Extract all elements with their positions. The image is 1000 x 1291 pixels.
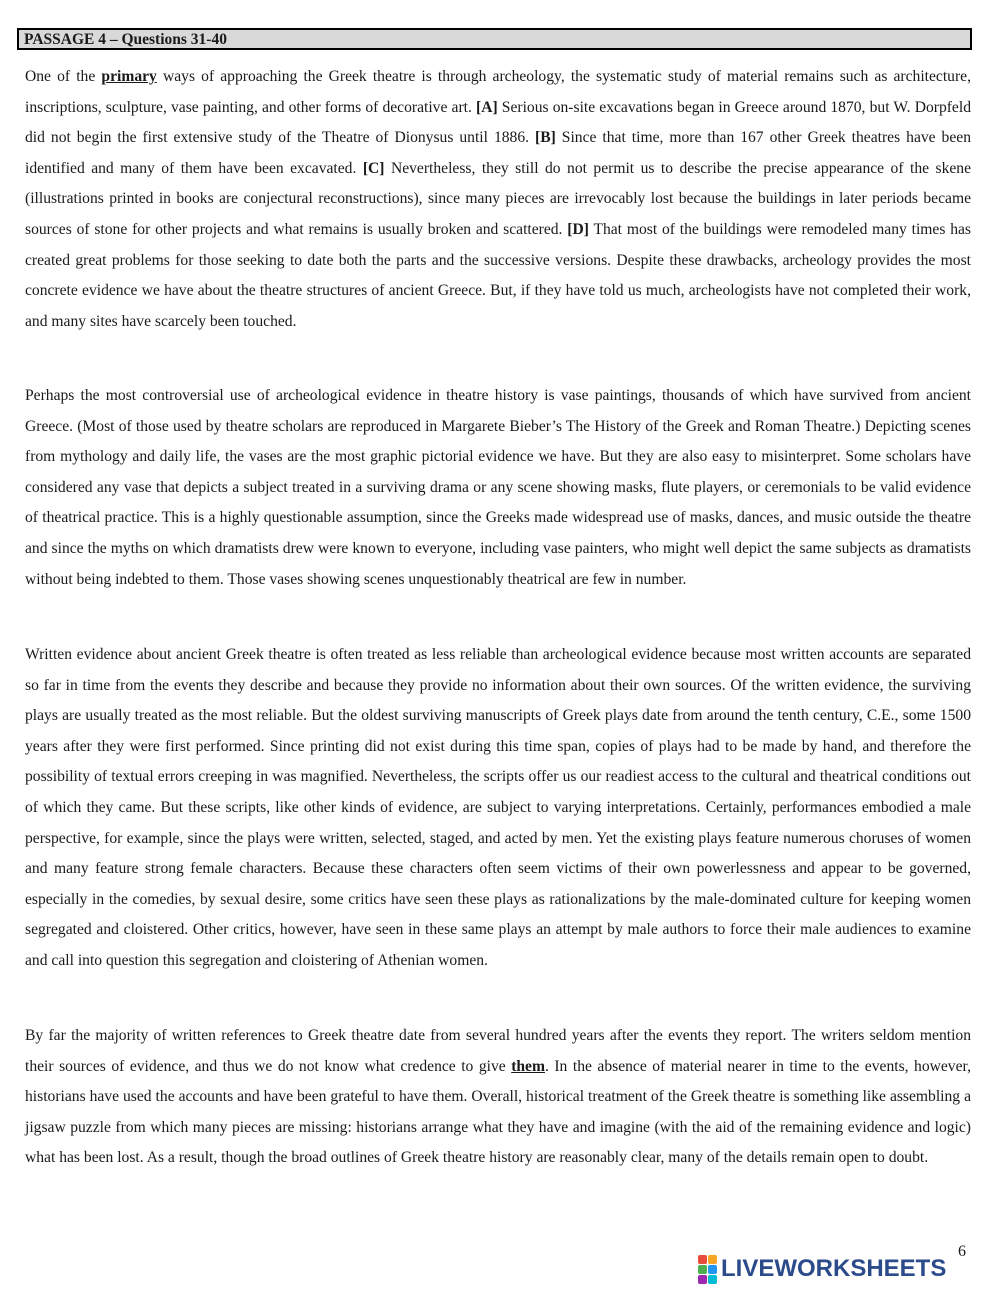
insertion-marker-a: [A] [476,98,498,116]
logo-block [708,1255,717,1264]
insertion-marker-d: [D] [567,220,589,238]
liveworksheets-logo[interactable] [698,1254,993,1284]
text-run: . In the absence of material nearer in time to the events, however, historians have used the accounts and have been grateful to have them. Overall, historical treatment of the Greek theatre is something like assembling a jigsaw puzzle from which many pieces are missing: historians arrange what they have and imagine (with the aid of the remaining evidence and logic) what has been lost. As a result, though the broad outlines of Greek theatre history are reasonably clear, many of the details remain open to doubt. [25,1057,971,1167]
text-run: Nevertheless, they still do not permit us to describe the precise appearance of the skene (illustrations printed in books are conjectural reconstructions), since many pieces are irrevocably lost because the buildings in later periods became sources of stone for other projects and what remains is usually broken and scattered. [25,159,972,238]
logo-text: LIVEWORKSHEETS [721,1255,947,1282]
text-run: ways of approaching the Greek theatre is through archeology, the systematic study of material remains such as architecture, inscriptions, sculpture, vase painting, and other forms of decorative art. [25,68,971,116]
paragraph-4 [25,1021,971,1174]
text-run: That most of the buildings were remodeled many times has created great problems for those seeking to date both the parts and the successive versions. Despite these drawbacks, archeology provides the most concrete evidence we have about the theatre structures of ancient Greece. But, if they have told us much, archeologists have not completed their work, and many sites have scarcely been touched. [25,220,971,330]
insertion-marker-c: [C] [362,159,385,177]
passage-header [17,28,972,50]
logo-block [708,1275,717,1284]
page-number: 6 [958,1243,966,1260]
logo-block [698,1265,707,1274]
logo-block [708,1265,717,1274]
logo-block [698,1255,707,1264]
paragraph-1 [25,62,971,337]
paragraph-2: Perhaps the most controversial use of archeological evidence in theatre history is vase paintings, thousands of which have survived from ancient Greece. (Most of those used by theatre scholars are reproduced in Margarete Bieber’s The History of the Greek and Roman Theatre.) Depicting scenes from mythology and daily life, the vases are the most graphic pictorial evidence we have. But they are also easy to misinterpret. Some scholars have considered any vase that depicts a subject treated in a surviving drama or any scene showing masks, flute players, or ceremonials to be valid evidence of theatrical practice. This is a highly questionable assumption, since the Greeks made widespread use of masks, dances, and music outside the theatre and since the myths on which dramatists drew were known to everyone, including vase painters, who might well depict the same subjects as dramatists without being indebted to them. Those vases showing scenes unquestionably theatrical are few in number. [25,387,971,588]
logo-block [698,1275,707,1284]
logo-blocks-icon [698,1255,717,1284]
text-run: Serious on-site excavations began in Greece around 1870, but W. Dorpfeld did not begin the first extensive study of the Theatre of Dionysus until 1886. [25,98,971,147]
passage-title: PASSAGE 4 – Questions 31-40 [24,31,227,48]
text-run: Since that time, more than 167 other Greek theatres have been identified and many of them have been excavated. [25,129,971,177]
highlighted-word-primary: primary [101,68,157,85]
paragraph-3: Written evidence about ancient Greek theatre is often treated as less reliable than archeological evidence because most written accounts are separated so far in time from the events they describe and because they provide no information about their own sources. Of the written evidence, the surviving plays are usually treated as the most reliable. But the oldest surviving manuscripts of Greek plays date from around the tenth century, C.E., some 1500 years after they were first performed. Since printing did not exist during this time span, copies of plays had to be made by hand, and therefore the possibility of textual errors creeping in was magnified. Nevertheless, the scripts offer us our readiest access to the cultural and theatrical conditions out of which they came. But these scripts, like other kinds of evidence, are subject to varying interpretations. Certainly, performances embodied a male perspective, for example, since the plays were written, selected, staged, and acted by men. Yet the existing plays feature numerous choruses of women and many feature strong female characters. Because these characters often seem victims of their own powerlessness and appear to be governed, especially in the comedies, by sexual desire, some critics have seen these plays as rationalizations by the male-dominated culture for keeping women segregated and cloistered. Other critics, however, have seen in these same plays an attempt by male authors to force their male audiences to examine and call into question this segregation and cloistering of Athenian women. [25,646,971,969]
insertion-marker-b: [B] [535,129,556,147]
highlighted-word-them: them [511,1057,545,1075]
text-run: By far the majority of written references to Greek theatre date from several hundred years after the events they report. The writers seldom mention their sources of evidence, and thus we do not know what credence to give [25,1027,971,1075]
text-run: One of the [25,68,102,85]
